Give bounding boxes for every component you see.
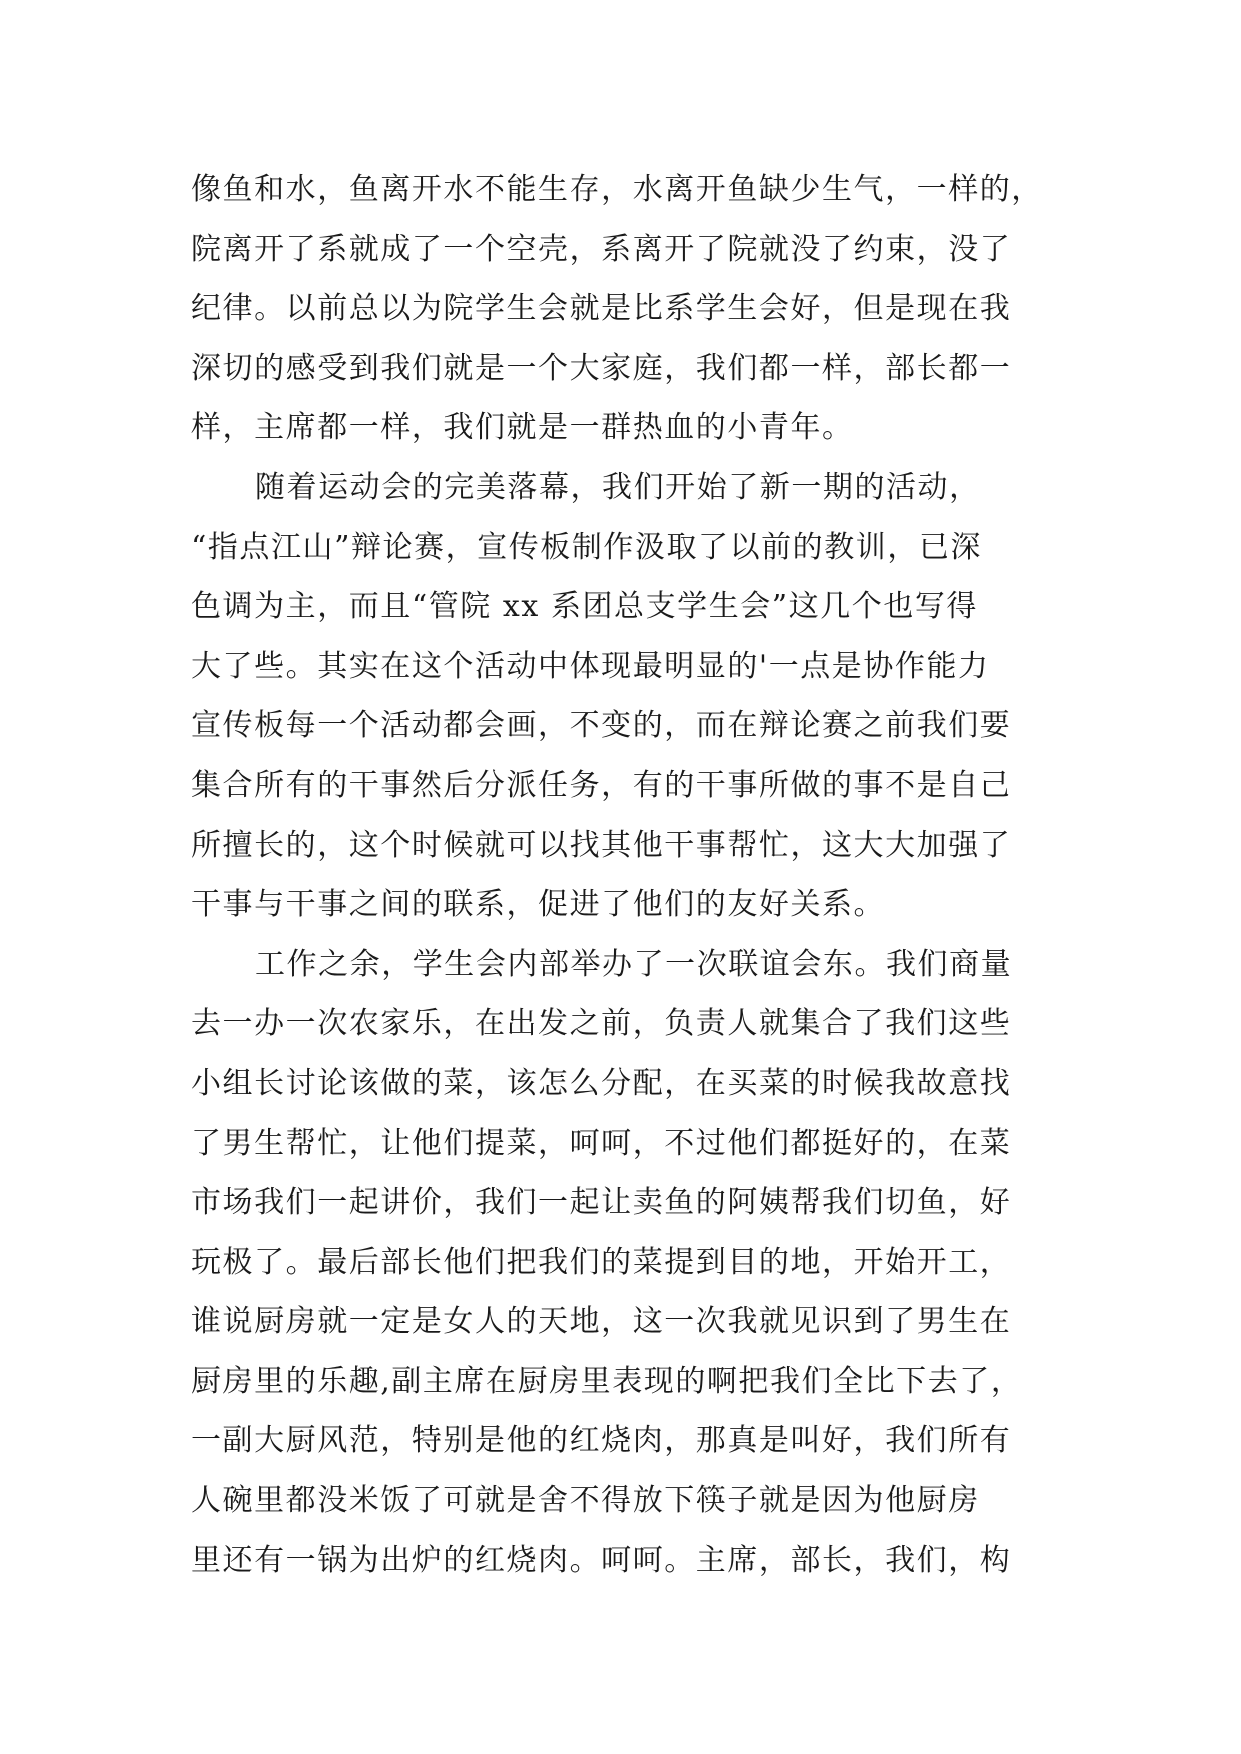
paragraph-start-line: 随着运动会的完美落幕，我们开始了新一期的活动， [255,469,981,505]
text-line: 了男生帮忙，让他们提菜，呵呵，不过他们都挺好的，在菜 [191,1125,1012,1161]
body-text [191,160,1051,1590]
text-line: 谁说厨房就一定是女人的天地，这一次我就见识到了男生在 [191,1304,1012,1340]
text-line: 小组长讨论该做的菜，该怎么分配，在买菜的时候我故意找 [191,1065,1012,1101]
text-line: 深切的感受到我们就是一个大家庭，我们都一样，部长都一 [191,350,1012,386]
text-line: 人碗里都没米饭了可就是舍不得放下筷子就是因为他厨房 [191,1483,980,1519]
text-line: 宣传板每一个活动都会画，不变的，而在辩论赛之前我们要 [191,708,1012,744]
paragraph-start-line: 工作之余，学生会内部举办了一次联谊会东。我们商量 [255,946,1013,982]
text-line: 色调为主，而且“管院 xx 系团总支学生会”这几个也写得 [191,589,978,625]
text-line: “指点江山”辩论赛，宣传板制作汲取了以前的教训，已深 [191,529,982,565]
text-line: 干事与干事之间的联系，促进了他们的友好关系。 [191,887,886,923]
text-line: 里还有一锅为出炉的红烧肉。呵呵。主席，部长，我们，构 [191,1542,1012,1578]
text-line: 纪律。以前总以为院学生会就是比系学生会好，但是现在我 [191,291,1012,327]
text-line: 院离开了系就成了一个空壳，系离开了院就没了约束，没了 [191,231,1012,267]
text-line: 一副大厨风范，特别是他的红烧肉，那真是叫好，我们所有 [191,1423,1012,1459]
text-line: 大了些。其实在这个活动中体现最明显的'一点是协作能力 [191,648,990,684]
text-line: 市场我们一起讲价，我们一起让卖鱼的阿姨帮我们切鱼，好 [191,1185,1012,1221]
text-line: 集合所有的干事然后分派任务，有的干事所做的事不是自己 [191,767,1012,803]
text-line: 像鱼和水，鱼离开水不能生存，水离开鱼缺少生气，一样的， [191,172,1043,207]
text-line: 去一办一次农家乐，在出发之前，负责人就集合了我们这些 [191,1006,1012,1042]
text-line: 样，主席都一样，我们就是一群热血的小青年。 [191,410,854,446]
text-line: 所擅长的，这个时候就可以找其他干事帮忙，这大大加强了 [191,827,1012,863]
text-line: 厨房里的乐趣,副主席在厨房里表现的啊把我们全比下去了， [191,1363,1023,1399]
text-line: 玩极了。最后部长他们把我们的菜提到目的地，开始开工， [191,1244,1012,1280]
